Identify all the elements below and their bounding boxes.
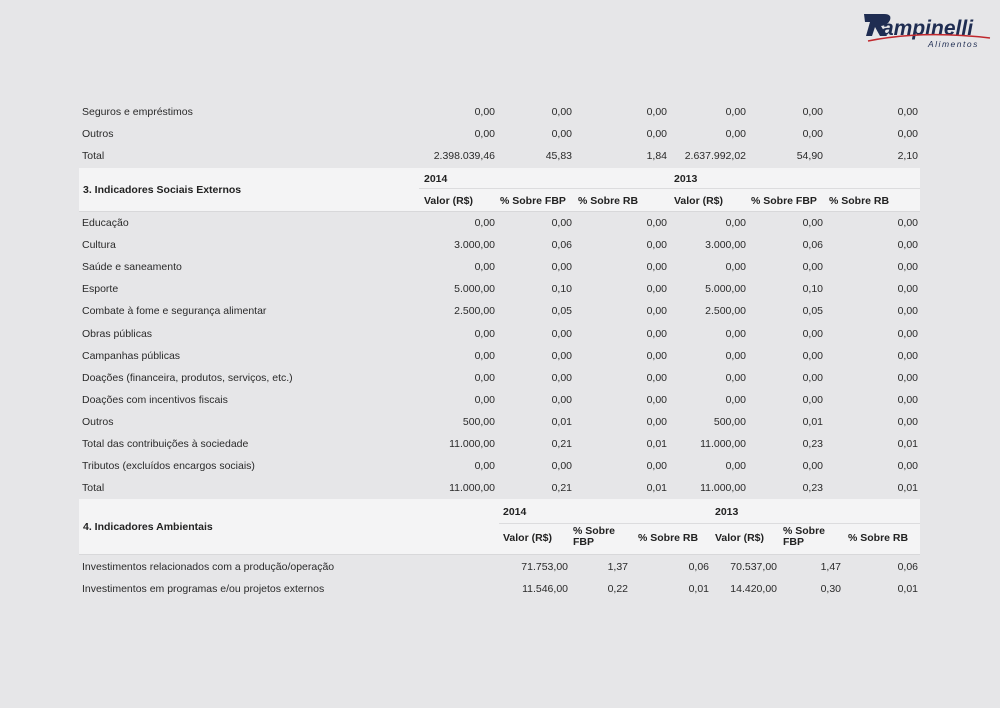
cell: 0,01 — [646, 482, 667, 495]
cell: 0,00 — [646, 415, 667, 428]
table-row — [79, 345, 920, 367]
cell: 500,00 — [462, 415, 495, 428]
table-row — [79, 123, 920, 145]
cell: 0,00 — [725, 393, 746, 406]
cell: 0,00 — [897, 239, 918, 252]
cell: 0,00 — [897, 305, 918, 318]
cell: 0,06 — [551, 239, 572, 252]
cell: 0,23 — [802, 482, 823, 495]
cell: 0,00 — [646, 217, 667, 229]
cell: 0,00 — [551, 393, 572, 406]
table-row — [79, 556, 920, 578]
cell: 0,00 — [551, 261, 572, 274]
cell: 0,00 — [646, 371, 667, 384]
cell: 11.000,00 — [700, 482, 746, 495]
column-header: % Sobre FBP — [573, 525, 616, 548]
cell: 0,00 — [551, 128, 572, 140]
divider — [499, 523, 920, 524]
cell: 5.000,00 — [454, 283, 495, 296]
column-header: % Sobre RB — [578, 195, 639, 207]
column-header: % Sobre FBP — [783, 525, 826, 548]
section3-header — [79, 168, 920, 212]
cell: 45,83 — [545, 150, 572, 162]
table-row — [79, 234, 920, 256]
cell: 0,00 — [802, 460, 823, 473]
cell: 0,21 — [551, 482, 572, 495]
cell: 0,00 — [725, 327, 746, 340]
row-label: Outros — [82, 415, 114, 428]
cell: 0,00 — [646, 261, 667, 274]
cell: 0,01 — [551, 415, 572, 428]
cell: 0,00 — [551, 371, 572, 384]
cell: 500,00 — [713, 415, 746, 428]
table-row — [79, 411, 920, 433]
cell: 0,00 — [646, 128, 667, 140]
cell: 0,01 — [897, 438, 918, 450]
table-row — [79, 323, 920, 345]
column-header: % Sobre RB — [638, 532, 699, 544]
cell: 0,00 — [646, 327, 667, 340]
row-label: Total — [82, 482, 105, 495]
cell: 11.000,00 — [449, 438, 495, 450]
table-row — [79, 300, 920, 322]
cell: 0,00 — [897, 217, 918, 229]
cell: 1,37 — [607, 561, 628, 573]
cell: 5.000,00 — [705, 283, 746, 296]
cell: 0,01 — [802, 415, 823, 428]
cell: 0,00 — [897, 261, 918, 274]
cell: 0,00 — [802, 371, 823, 384]
divider — [79, 554, 920, 555]
cell: 0,00 — [897, 460, 918, 473]
row-label: Saúde e saneamento — [82, 261, 182, 274]
row-label: Seguros e empréstimos — [82, 106, 193, 118]
cell: 0,05 — [551, 305, 572, 318]
cell: 0,00 — [646, 349, 667, 362]
column-header: Valor (R$) — [424, 195, 474, 207]
cell: 0,00 — [646, 393, 667, 406]
logo-name: ampinelli — [882, 17, 974, 40]
cell: 0,00 — [551, 460, 572, 473]
row-label: Total das contribuições à sociedade — [82, 438, 249, 450]
cell: 2.637.992,02 — [684, 150, 746, 162]
table-row — [79, 101, 920, 123]
cell: 0,00 — [802, 217, 823, 229]
cell: 0,00 — [897, 415, 918, 428]
cell: 14.420,00 — [730, 583, 777, 595]
cell: 0,00 — [646, 283, 667, 296]
cell: 11.000,00 — [449, 482, 495, 495]
section-title: 3. Indicadores Sociais Externos — [83, 184, 242, 196]
cell: 0,00 — [474, 460, 495, 473]
row-label: Educação — [82, 217, 129, 229]
cell: 0,00 — [802, 106, 823, 118]
cell: 0,00 — [725, 217, 746, 229]
cell: 0,00 — [474, 128, 495, 140]
row-label: Total — [82, 150, 105, 162]
cell: 0,00 — [551, 217, 572, 229]
cell: 3.000,00 — [705, 239, 746, 252]
cell: 0,00 — [725, 128, 746, 140]
table-row — [79, 578, 920, 600]
cell: 0,00 — [802, 261, 823, 274]
cell: 0,00 — [646, 460, 667, 473]
cell: 2.500,00 — [705, 305, 746, 318]
cell: 71.753,00 — [521, 561, 568, 573]
cell: 0,00 — [474, 261, 495, 274]
column-header: % Sobre RB — [848, 532, 909, 544]
cell: 11.000,00 — [700, 438, 746, 450]
cell: 0,00 — [474, 217, 495, 229]
year-label: 2014 — [424, 173, 448, 185]
cell: 0,00 — [551, 349, 572, 362]
cell: 0,00 — [802, 393, 823, 406]
column-header: Valor (R$) — [503, 532, 553, 544]
cell: 0,01 — [688, 583, 709, 595]
table-row — [79, 278, 920, 300]
row-label: Tributos (excluídos encargos sociais) — [82, 460, 255, 473]
cell: 0,23 — [802, 438, 823, 450]
cell: 0,00 — [474, 327, 495, 340]
cell: 70.537,00 — [730, 561, 777, 573]
row-label: Doações com incentivos fiscais — [82, 393, 228, 406]
cell: 0,00 — [725, 371, 746, 384]
cell: 0,00 — [474, 349, 495, 362]
rampinelli-logo-icon — [862, 8, 994, 50]
divider — [419, 188, 920, 189]
year-label: 2013 — [674, 173, 698, 185]
cell: 0,00 — [725, 261, 746, 274]
cell: 0,21 — [551, 438, 572, 450]
table-row — [79, 455, 920, 477]
cell: 0,22 — [607, 583, 628, 595]
year-label: 2014 — [503, 506, 527, 518]
cell: 0,00 — [802, 327, 823, 340]
cell: 0,10 — [551, 283, 572, 296]
cell: 2,10 — [897, 150, 918, 162]
cell: 3.000,00 — [454, 239, 495, 252]
table-row — [79, 256, 920, 278]
cell: 0,00 — [725, 106, 746, 118]
cell: 0,01 — [897, 583, 918, 595]
row-label: Doações (financeira, produtos, serviços, etc.) — [82, 371, 293, 384]
cell: 0,00 — [897, 349, 918, 362]
cell: 0,00 — [897, 106, 918, 118]
cell: 0,00 — [646, 106, 667, 118]
row-label: Combate à fome e segurança alimentar — [82, 305, 267, 318]
section-title: 4. Indicadores Ambientais — [83, 521, 213, 533]
section4-header — [79, 499, 920, 555]
cell: 0,00 — [551, 327, 572, 340]
column-header: % Sobre FBP — [500, 195, 566, 207]
cell: 0,10 — [802, 283, 823, 296]
year-label: 2013 — [715, 506, 739, 518]
table-row — [79, 367, 920, 389]
cell: 0,00 — [474, 393, 495, 406]
cell: 0,00 — [646, 239, 667, 252]
cell: 2.398.039,46 — [433, 150, 495, 162]
column-header: Valor (R$) — [674, 195, 724, 207]
row-label: Esporte — [82, 283, 119, 296]
cell: 0,00 — [897, 283, 918, 296]
cell: 54,90 — [796, 150, 823, 162]
cell: 0,01 — [646, 438, 667, 450]
cell: 0,00 — [802, 349, 823, 362]
cell: 0,00 — [897, 327, 918, 340]
cell: 1,47 — [820, 561, 841, 573]
cell: 0,00 — [646, 305, 667, 318]
cell: 0,00 — [802, 128, 823, 140]
row-label: Outros — [82, 128, 114, 140]
cell: 0,00 — [474, 371, 495, 384]
table-row — [79, 389, 920, 411]
row-label: Obras públicas — [82, 327, 153, 340]
logo-tagline: Alimentos — [928, 39, 979, 49]
cell: 0,00 — [551, 106, 572, 118]
cell: 0,00 — [474, 106, 495, 118]
cell: 0,05 — [802, 305, 823, 318]
cell: 0,00 — [725, 349, 746, 362]
cell: 0,01 — [897, 482, 918, 495]
column-header: % Sobre FBP — [751, 195, 817, 207]
row-label: Cultura — [82, 239, 116, 252]
table-row — [79, 477, 920, 499]
table-row — [79, 433, 920, 455]
column-header: % Sobre RB — [829, 195, 890, 207]
cell: 0,06 — [897, 561, 918, 573]
cell: 11.546,00 — [522, 583, 568, 595]
cell: 1,84 — [646, 150, 667, 162]
cell: 0,06 — [802, 239, 823, 252]
row-label: Campanhas públicas — [82, 349, 181, 362]
cell: 0,00 — [897, 128, 918, 140]
column-header: Valor (R$) — [715, 532, 765, 544]
cell: 2.500,00 — [454, 305, 495, 318]
row-label: Investimentos em programas e/ou projetos externos — [82, 583, 325, 595]
cell: 0,30 — [820, 583, 841, 595]
row-label: Investimentos relacionados com a produção/operação — [82, 561, 335, 573]
cell: 0,06 — [688, 561, 709, 573]
table-row — [79, 212, 920, 234]
table-row — [79, 145, 920, 167]
cell: 0,00 — [897, 393, 918, 406]
cell: 0,00 — [897, 371, 918, 384]
cell: 0,00 — [725, 460, 746, 473]
company-logo — [862, 8, 994, 48]
